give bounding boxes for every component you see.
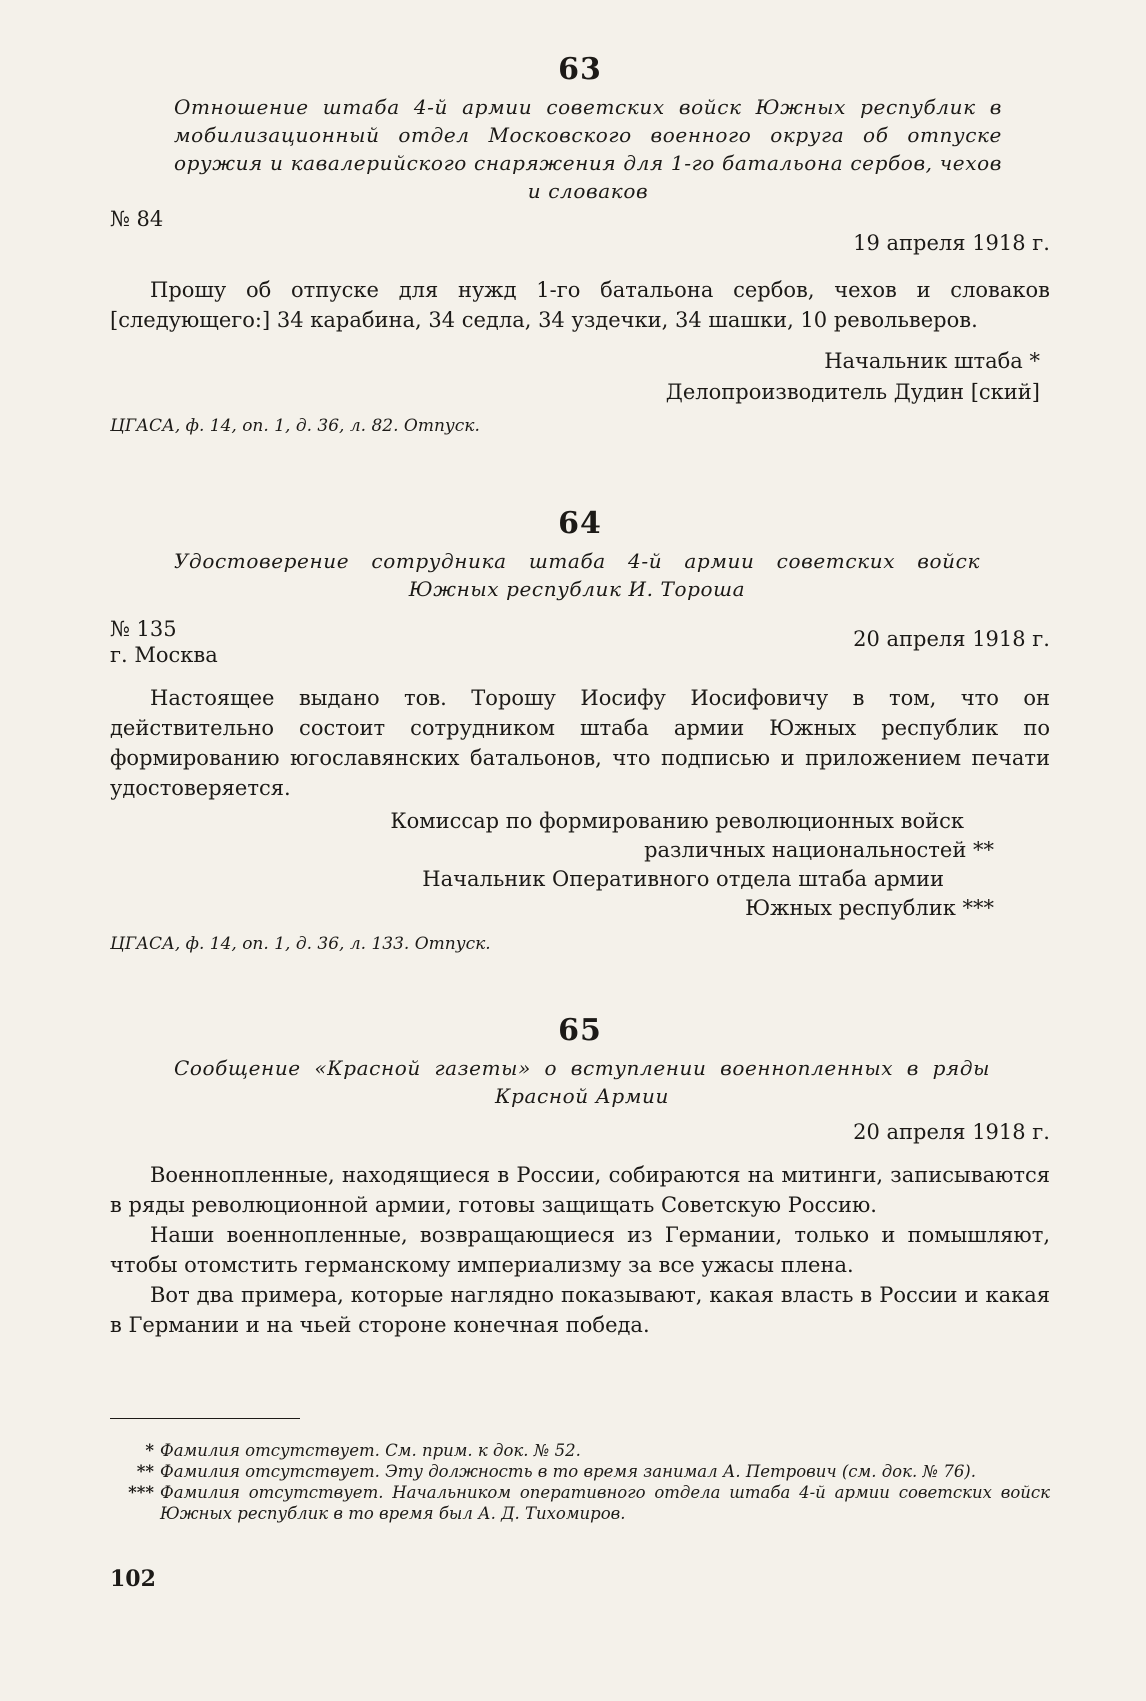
document-header-row bbox=[110, 207, 1050, 255]
signature-operations-line1: Начальник Оперативного отдела штаба армии bbox=[422, 867, 944, 891]
document-title: Отношение штаба 4-й армии советских войск Южных республик в мобилизационный отдел Московского военного округа об отпуске оружия и кавалерийского снаряжения для 1-го батальона сербов, чехов и словаков bbox=[174, 95, 1002, 203]
document-63 bbox=[110, 52, 1050, 437]
page-number: 102 bbox=[110, 1566, 156, 1592]
footnote bbox=[110, 1482, 1050, 1524]
signature-operations-chief bbox=[110, 865, 994, 923]
registration-number: № 135 bbox=[110, 617, 177, 641]
document-body bbox=[110, 275, 1050, 335]
paragraph: Военнопленные, находящиеся в России, собираются на митинги, записываются в ряды революционной армии, готовы защищать Советскую Россию. bbox=[110, 1163, 1050, 1217]
document-number: 65 bbox=[558, 1013, 602, 1048]
document-body bbox=[110, 1160, 1050, 1340]
signature-commissar bbox=[110, 807, 994, 865]
document-date: 20 апреля 1918 г. bbox=[853, 1120, 1050, 1144]
signature-clerk: Делопроизводитель Дудин [ский] bbox=[665, 380, 1040, 404]
signature-chief-of-staff: Начальник штаба * bbox=[824, 349, 1040, 373]
document-number: 64 bbox=[558, 506, 602, 541]
signature-block bbox=[110, 807, 1050, 923]
archive-source: ЦГАСА, ф. 14, оп. 1, д. 36, л. 133. Отпуск. bbox=[110, 934, 491, 954]
document-header-row bbox=[110, 615, 1050, 651]
footnote-text: Фамилия отсутствует. См. прим. к док. № 52. bbox=[160, 1441, 581, 1460]
document-title: Сообщение «Красной газеты» о вступлении военнопленных в ряды Красной Армии bbox=[174, 1056, 990, 1108]
registration-number: № 84 bbox=[110, 207, 164, 231]
signature-commissar-line1: Комиссар по формированию революционных войск bbox=[390, 809, 964, 833]
document-date: 20 апреля 1918 г. bbox=[853, 627, 1050, 651]
footnote-text: Фамилия отсутствует. Эту должность в то время занимал А. Петрович (см. док. № 76). bbox=[160, 1462, 976, 1481]
document-title: Удостоверение сотрудника штаба 4-й армии советских войск Южных республик И. Тороша bbox=[174, 549, 980, 601]
paragraph: Настоящее выдано тов. Торошу Иосифу Иосифовичу в том, что он действительно состоит сотрудником штаба армии Южных республик по формированию югославянских батальонов, что подписью и приложением печати удостоверяется. bbox=[110, 686, 1050, 800]
document-number: 63 bbox=[558, 52, 602, 87]
footnote-mark: ** bbox=[136, 1462, 154, 1481]
footnote-mark: *** bbox=[128, 1483, 154, 1502]
signature-block bbox=[110, 347, 1050, 407]
document-64 bbox=[110, 506, 1050, 955]
document-body bbox=[110, 683, 1050, 803]
document-65 bbox=[110, 1013, 1050, 1340]
document-header-row bbox=[110, 1118, 1050, 1146]
footnote bbox=[110, 1440, 1050, 1461]
signature-commissar-line2: различных национальностей ** bbox=[644, 838, 994, 862]
document-date: 19 апреля 1918 г. bbox=[853, 231, 1050, 255]
footnote-divider bbox=[110, 1418, 300, 1419]
footnote bbox=[110, 1461, 1050, 1482]
paragraph: Вот два примера, которые наглядно показывают, какая власть в России и какая в Германии и на чьей стороне конечная победа. bbox=[110, 1283, 1050, 1337]
paragraph: Прошу об отпуске для нужд 1-го батальона сербов, чехов и словаков [следующего:] 34 карабина, 34 седла, 34 уздечки, 34 шашки, 10 револьверов. bbox=[110, 278, 1050, 332]
footnotes bbox=[110, 1440, 1050, 1524]
document-place: г. Москва bbox=[110, 643, 218, 667]
archive-source: ЦГАСА, ф. 14, оп. 1, д. 36, л. 82. Отпуск. bbox=[110, 416, 480, 436]
signature-operations-line2: Южных республик *** bbox=[745, 896, 994, 920]
footnote-mark: * bbox=[145, 1441, 154, 1460]
document-page bbox=[110, 0, 1050, 1701]
footnote-text: Фамилия отсутствует. Начальником оперативного отдела штаба 4-й армии советских войск Южных республик в то время был А. Д. Тихомиров. bbox=[160, 1483, 1050, 1523]
paragraph: Наши военнопленные, возвращающиеся из Германии, только и помышляют, чтобы отомстить германскому империализму за все ужасы плена. bbox=[110, 1223, 1050, 1277]
